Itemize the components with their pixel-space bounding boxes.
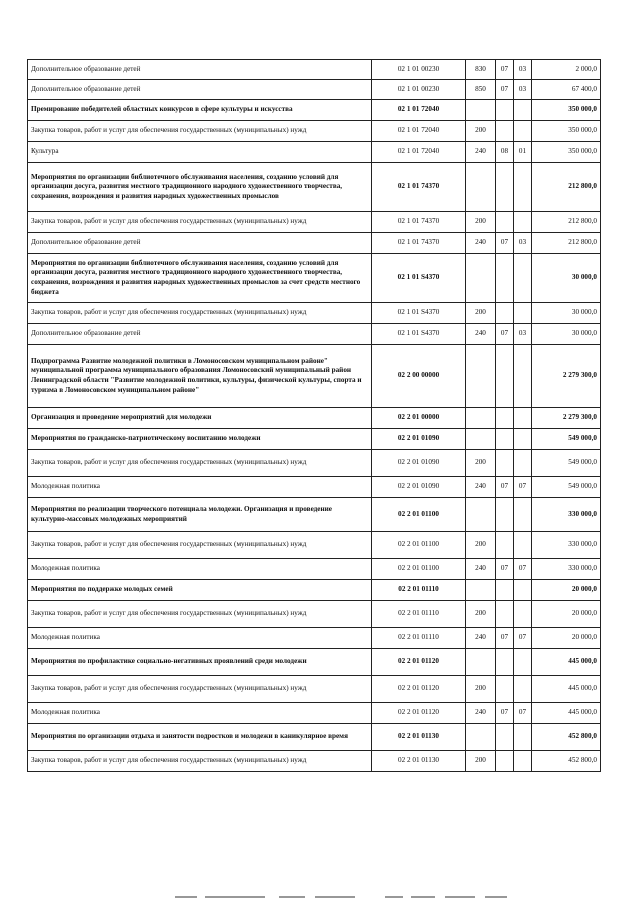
row-name-cell: Подпрограмма Развитие молодежной политики в Ломоносовском муниципальном районе" муниципальной программа муниципального образования Ломоносовский муниципальный район Ленинградской области "Развитие молодежной политики, культуры, физической культуры, спорта и туризма в Ломоносовском муниципальном районе" (28, 345, 372, 408)
row-subsection-cell: 07 (514, 628, 532, 649)
row-amount-cell: 20 000,0 (532, 601, 601, 628)
row-code-cell: 02 2 00 00000 (372, 345, 466, 408)
row-code-cell: 02 1 01 74370 (372, 212, 466, 233)
row-expense-type-cell: 200 (466, 303, 496, 324)
table-row (28, 408, 601, 429)
row-amount-cell: 30 000,0 (532, 324, 601, 345)
row-subsection-cell (514, 212, 532, 233)
row-code-cell: 02 2 01 01110 (372, 580, 466, 601)
row-code-cell: 02 2 01 01130 (372, 724, 466, 751)
row-name-cell: Закупка товаров, работ и услуг для обеспечения государственных (муниципальных) нужд (28, 303, 372, 324)
row-amount-cell: 2 000,0 (532, 60, 601, 80)
row-code-cell: 02 2 01 01110 (372, 601, 466, 628)
row-section-cell (496, 498, 514, 532)
row-subsection-cell (514, 649, 532, 676)
table-row (28, 703, 601, 724)
row-expense-type-cell (466, 345, 496, 408)
row-subsection-cell (514, 601, 532, 628)
row-expense-type-cell: 240 (466, 559, 496, 580)
table-row (28, 163, 601, 212)
row-section-cell (496, 724, 514, 751)
table-row (28, 477, 601, 498)
table-row (28, 601, 601, 628)
row-amount-cell: 212 800,0 (532, 233, 601, 254)
row-expense-type-cell (466, 649, 496, 676)
row-code-cell: 02 2 01 01110 (372, 628, 466, 649)
row-name-cell: Дополнительное образование детей (28, 60, 372, 80)
row-name-cell: Мероприятия по реализации творческого потенциала молодежи. Организация и проведение культурно-массовых молодежных мероприятий (28, 498, 372, 532)
row-expense-type-cell (466, 408, 496, 429)
row-expense-type-cell: 240 (466, 477, 496, 498)
row-expense-type-cell (466, 254, 496, 303)
row-code-cell: 02 2 01 00000 (372, 408, 466, 429)
row-expense-type-cell: 200 (466, 121, 496, 142)
row-name-cell: Закупка товаров, работ и услуг для обеспечения государственных (муниципальных) нужд (28, 121, 372, 142)
row-section-cell (496, 532, 514, 559)
row-amount-cell: 549 000,0 (532, 429, 601, 450)
row-amount-cell: 212 800,0 (532, 212, 601, 233)
row-subsection-cell (514, 254, 532, 303)
row-expense-type-cell: 830 (466, 60, 496, 80)
row-name-cell: Дополнительное образование детей (28, 233, 372, 254)
row-expense-type-cell: 200 (466, 676, 496, 703)
row-subsection-cell (514, 498, 532, 532)
row-subsection-cell: 07 (514, 559, 532, 580)
row-expense-type-cell (466, 724, 496, 751)
row-subsection-cell (514, 121, 532, 142)
scan-artifact-marks (175, 896, 515, 899)
row-code-cell: 02 1 01 74370 (372, 233, 466, 254)
row-expense-type-cell: 240 (466, 703, 496, 724)
row-section-cell: 07 (496, 628, 514, 649)
row-subsection-cell (514, 532, 532, 559)
table-row (28, 580, 601, 601)
table-row (28, 121, 601, 142)
row-name-cell: Закупка товаров, работ и услуг для обеспечения государственных (муниципальных) нужд (28, 676, 372, 703)
row-amount-cell: 330 000,0 (532, 498, 601, 532)
row-section-cell (496, 408, 514, 429)
row-section-cell (496, 751, 514, 772)
row-expense-type-cell (466, 429, 496, 450)
row-code-cell: 02 1 01 72040 (372, 142, 466, 163)
row-code-cell: 02 2 01 01120 (372, 649, 466, 676)
table-row (28, 429, 601, 450)
row-amount-cell: 350 000,0 (532, 100, 601, 121)
row-section-cell (496, 254, 514, 303)
row-section-cell (496, 100, 514, 121)
table-row (28, 142, 601, 163)
row-name-cell: Организация и проведение мероприятий для молодежи (28, 408, 372, 429)
row-section-cell (496, 450, 514, 477)
row-amount-cell: 549 000,0 (532, 477, 601, 498)
row-amount-cell: 549 000,0 (532, 450, 601, 477)
row-name-cell: Премирование победителей областных конкурсов в сфере культуры и искусства (28, 100, 372, 121)
row-code-cell: 02 2 01 01090 (372, 429, 466, 450)
row-amount-cell: 330 000,0 (532, 559, 601, 580)
row-subsection-cell: 03 (514, 60, 532, 80)
row-section-cell (496, 601, 514, 628)
row-expense-type-cell: 850 (466, 80, 496, 100)
row-expense-type-cell (466, 163, 496, 212)
row-name-cell: Закупка товаров, работ и услуг для обеспечения государственных (муниципальных) нужд (28, 532, 372, 559)
row-expense-type-cell: 240 (466, 324, 496, 345)
row-name-cell: Дополнительное образование детей (28, 324, 372, 345)
row-amount-cell: 350 000,0 (532, 142, 601, 163)
row-expense-type-cell: 240 (466, 233, 496, 254)
row-name-cell: Мероприятия по организации библиотечного обслуживания населения, созданию условий для организации досуга, развития местного традиционного народного художественного творчества, сохранения, возрождения и развития народных художественных промыслов за счет средств местного бюджета (28, 254, 372, 303)
table-row (28, 724, 601, 751)
row-section-cell (496, 121, 514, 142)
row-amount-cell: 452 800,0 (532, 724, 601, 751)
row-code-cell: 02 1 01 72040 (372, 121, 466, 142)
table-row (28, 254, 601, 303)
row-subsection-cell: 07 (514, 477, 532, 498)
row-code-cell: 02 2 01 01100 (372, 559, 466, 580)
table-row (28, 60, 601, 80)
row-subsection-cell: 07 (514, 703, 532, 724)
row-name-cell: Мероприятия по поддержке молодых семей (28, 580, 372, 601)
table-row (28, 233, 601, 254)
row-code-cell: 02 2 01 01130 (372, 751, 466, 772)
row-code-cell: 02 1 01 00230 (372, 60, 466, 80)
row-amount-cell: 445 000,0 (532, 676, 601, 703)
row-name-cell: Молодежная политика (28, 559, 372, 580)
row-name-cell: Молодежная политика (28, 703, 372, 724)
row-expense-type-cell: 240 (466, 142, 496, 163)
row-amount-cell: 30 000,0 (532, 303, 601, 324)
row-section-cell: 07 (496, 477, 514, 498)
row-section-cell (496, 649, 514, 676)
row-name-cell: Молодежная политика (28, 628, 372, 649)
row-expense-type-cell: 240 (466, 628, 496, 649)
row-code-cell: 02 2 01 01090 (372, 477, 466, 498)
table-row (28, 559, 601, 580)
row-subsection-cell (514, 450, 532, 477)
row-code-cell: 02 2 01 01120 (372, 703, 466, 724)
row-amount-cell: 350 000,0 (532, 121, 601, 142)
row-section-cell: 07 (496, 233, 514, 254)
row-expense-type-cell (466, 498, 496, 532)
row-amount-cell: 212 800,0 (532, 163, 601, 212)
row-subsection-cell: 03 (514, 80, 532, 100)
table-row (28, 212, 601, 233)
row-code-cell: 02 1 01 74370 (372, 163, 466, 212)
row-subsection-cell: 01 (514, 142, 532, 163)
row-subsection-cell (514, 303, 532, 324)
row-subsection-cell: 03 (514, 233, 532, 254)
row-code-cell: 02 2 01 01100 (372, 532, 466, 559)
row-name-cell: Закупка товаров, работ и услуг для обеспечения государственных (муниципальных) нужд (28, 751, 372, 772)
row-code-cell: 02 2 01 01090 (372, 450, 466, 477)
row-section-cell (496, 580, 514, 601)
row-amount-cell: 445 000,0 (532, 649, 601, 676)
row-code-cell: 02 2 01 01120 (372, 676, 466, 703)
row-section-cell (496, 345, 514, 408)
row-amount-cell: 452 800,0 (532, 751, 601, 772)
row-expense-type-cell: 200 (466, 532, 496, 559)
table-row (28, 450, 601, 477)
row-section-cell: 08 (496, 142, 514, 163)
row-section-cell (496, 163, 514, 212)
row-subsection-cell (514, 163, 532, 212)
row-name-cell: Мероприятия по организации отдыха и занятости подростков и молодежи в каникулярное время (28, 724, 372, 751)
budget-table (27, 59, 601, 772)
row-amount-cell: 330 000,0 (532, 532, 601, 559)
row-subsection-cell (514, 724, 532, 751)
table-row (28, 324, 601, 345)
row-subsection-cell: 03 (514, 324, 532, 345)
row-amount-cell: 67 400,0 (532, 80, 601, 100)
row-name-cell: Закупка товаров, работ и услуг для обеспечения государственных (муниципальных) нужд (28, 212, 372, 233)
table-row (28, 345, 601, 408)
row-amount-cell: 20 000,0 (532, 628, 601, 649)
table-row (28, 100, 601, 121)
row-expense-type-cell: 200 (466, 450, 496, 477)
row-section-cell: 07 (496, 80, 514, 100)
table-row (28, 751, 601, 772)
row-code-cell: 02 1 01 S4370 (372, 303, 466, 324)
table-row (28, 628, 601, 649)
row-name-cell: Мероприятия по профилактике социально-негативных проявлений среди молодежи (28, 649, 372, 676)
row-code-cell: 02 1 01 S4370 (372, 254, 466, 303)
row-expense-type-cell: 200 (466, 601, 496, 628)
table-row (28, 676, 601, 703)
row-section-cell: 07 (496, 60, 514, 80)
row-amount-cell: 2 279 300,0 (532, 345, 601, 408)
row-amount-cell: 30 000,0 (532, 254, 601, 303)
row-name-cell: Молодежная политика (28, 477, 372, 498)
row-code-cell: 02 1 01 00230 (372, 80, 466, 100)
row-name-cell: Мероприятия по гражданско-патриотическому воспитанию молодежи (28, 429, 372, 450)
row-amount-cell: 20 000,0 (532, 580, 601, 601)
row-name-cell: Дополнительное образование детей (28, 80, 372, 100)
row-section-cell: 07 (496, 703, 514, 724)
row-expense-type-cell: 200 (466, 751, 496, 772)
row-name-cell: Закупка товаров, работ и услуг для обеспечения государственных (муниципальных) нужд (28, 450, 372, 477)
row-name-cell: Мероприятия по организации библиотечного обслуживания населения, созданию условий для организации досуга, развития местного традиционного народного художественного творчества, сохранения, возрождения и развития народных художественных промыслов (28, 163, 372, 212)
table-row (28, 80, 601, 100)
table-row (28, 303, 601, 324)
row-code-cell: 02 1 01 S4370 (372, 324, 466, 345)
row-name-cell: Закупка товаров, работ и услуг для обеспечения государственных (муниципальных) нужд (28, 601, 372, 628)
row-expense-type-cell (466, 100, 496, 121)
row-expense-type-cell: 200 (466, 212, 496, 233)
row-subsection-cell (514, 429, 532, 450)
table-row (28, 532, 601, 559)
row-subsection-cell (514, 580, 532, 601)
table-row (28, 498, 601, 532)
row-section-cell: 07 (496, 559, 514, 580)
budget-table-body (28, 60, 601, 772)
row-section-cell (496, 212, 514, 233)
row-amount-cell: 445 000,0 (532, 703, 601, 724)
row-subsection-cell (514, 100, 532, 121)
row-name-cell: Культура (28, 142, 372, 163)
row-subsection-cell (514, 408, 532, 429)
row-section-cell (496, 429, 514, 450)
table-row (28, 649, 601, 676)
row-subsection-cell (514, 345, 532, 408)
row-code-cell: 02 1 01 72040 (372, 100, 466, 121)
row-section-cell (496, 303, 514, 324)
row-subsection-cell (514, 751, 532, 772)
row-amount-cell: 2 279 300,0 (532, 408, 601, 429)
row-code-cell: 02 2 01 01100 (372, 498, 466, 532)
row-section-cell (496, 676, 514, 703)
row-subsection-cell (514, 676, 532, 703)
row-expense-type-cell (466, 580, 496, 601)
row-section-cell: 07 (496, 324, 514, 345)
